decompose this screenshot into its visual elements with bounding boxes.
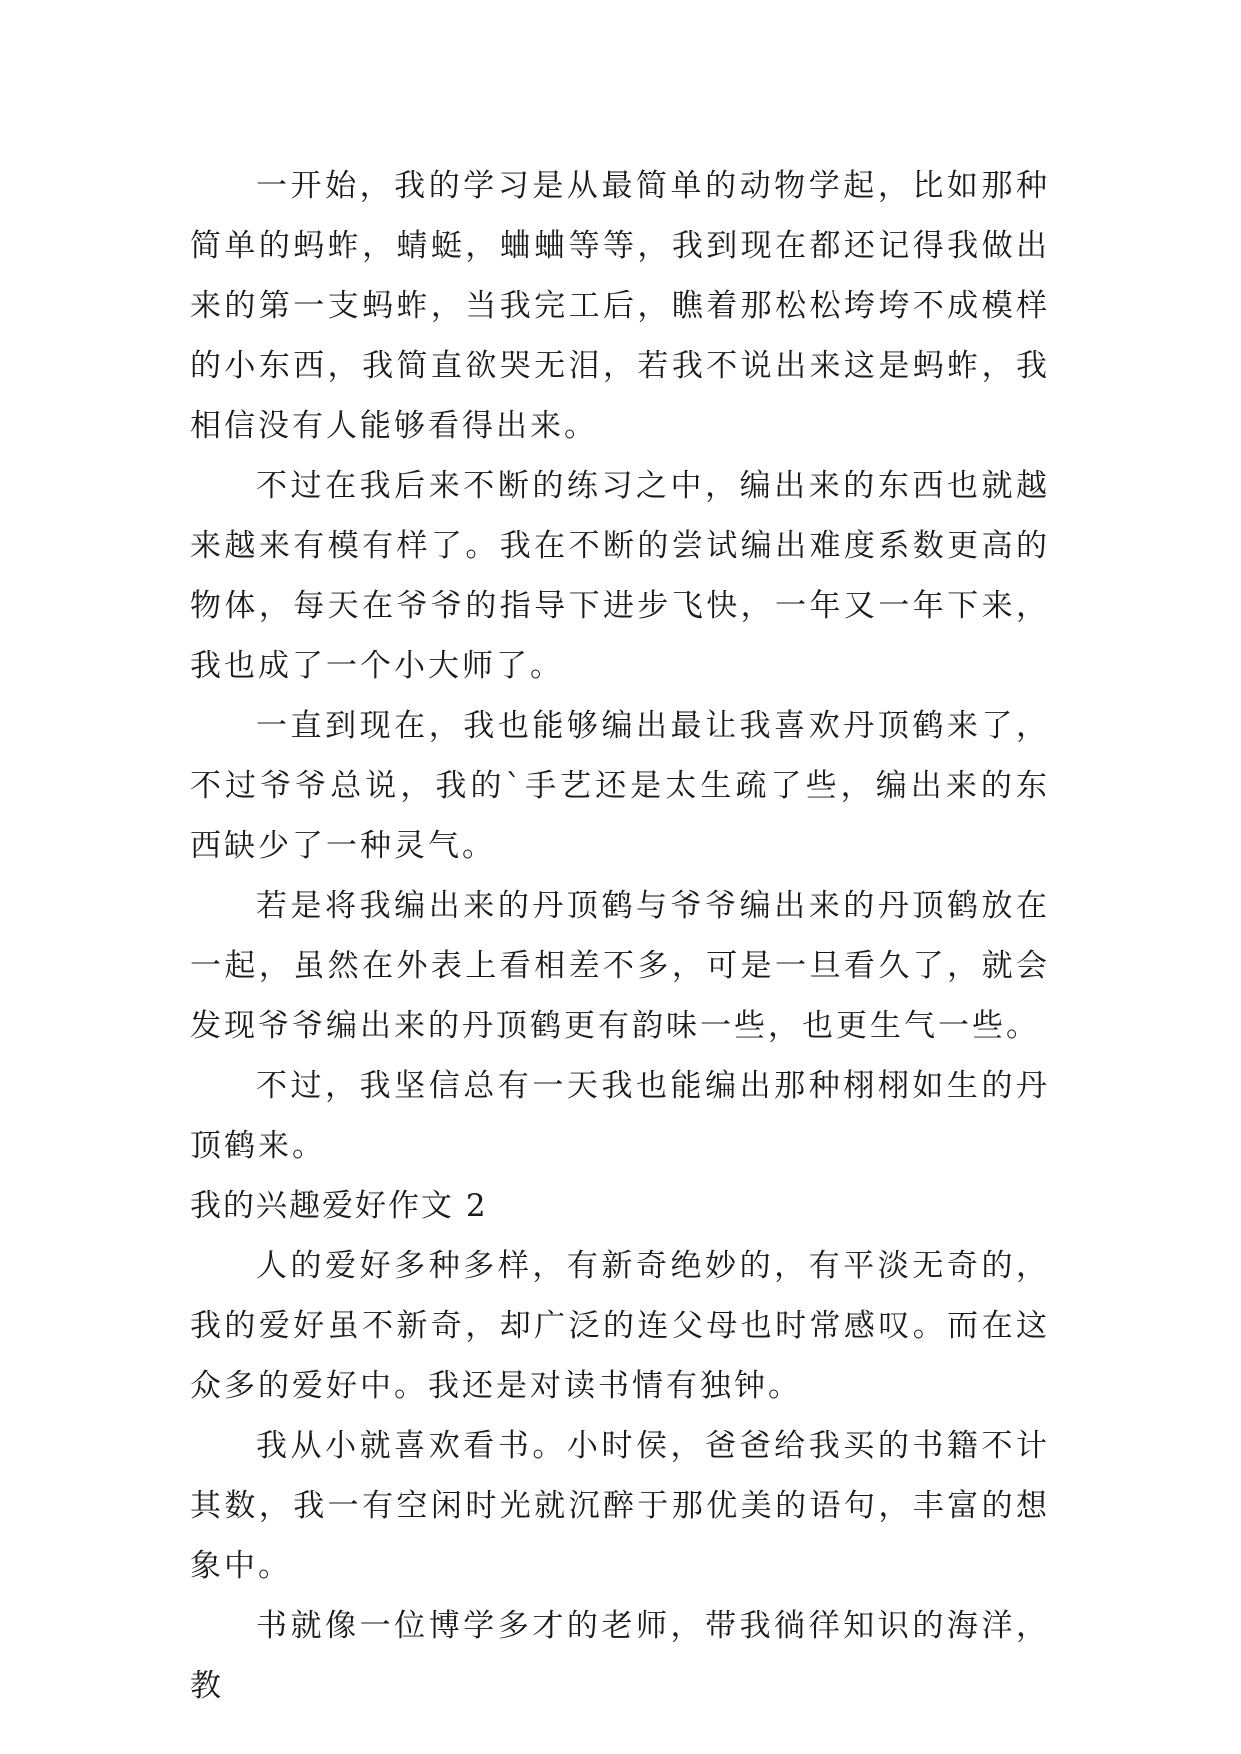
document-body (190, 156, 1050, 1716)
paragraph: 不过，我坚信总有一天我也能编出那种栩栩如生的丹顶鹤来。 (190, 1068, 1050, 1164)
paragraph: 若是将我编出来的丹顶鹤与爷爷编出来的丹顶鹤放在一起，虽然在外表上看相差不多，可是一旦看久了，就会发现爷爷编出来的丹顶鹤更有韵味一些，也更生气一些。 (190, 888, 1050, 1044)
paragraph: 我从小就喜欢看书。小时侯，爸爸给我买的书籍不计其数，我一有空闲时光就沉醉于那优美的语句，丰富的想象中。 (190, 1428, 1050, 1584)
paragraph: 不过在我后来不断的练习之中，编出来的东西也就越来越来有模有样了。我在不断的尝试编出难度系数更高的物体，每天在爷爷的指导下进步飞快，一年又一年下来，我也成了一个小大师了。 (190, 468, 1050, 684)
paragraph: 一开始，我的学习是从最简单的动物学起，比如那种简单的蚂蚱，蜻蜓，蛐蛐等等，我到现在都还记得我做出来的第一支蚂蚱，当我完工后，瞧着那松松垮垮不成模样的小东西，我简直欲哭无泪，若我不说出来这是蚂蚱，我相信没有人能够看得出来。 (190, 168, 1050, 444)
section-heading: 我的兴趣爱好作文 2 (190, 1188, 488, 1224)
paragraph: 人的爱好多种多样，有新奇绝妙的，有平淡无奇的，我的爱好虽不新奇，却广泛的连父母也时常感叹。而在这众多的爱好中。我还是对读书情有独钟。 (190, 1248, 1050, 1404)
paragraph: 一直到现在，我也能够编出最让我喜欢丹顶鹤来了，不过爷爷总说，我的`手艺还是太生疏了些，编出来的东西缺少了一种灵气。 (190, 708, 1050, 864)
paragraph: 书就像一位博学多才的老师，带我徜徉知识的海洋，教 (190, 1608, 1050, 1704)
